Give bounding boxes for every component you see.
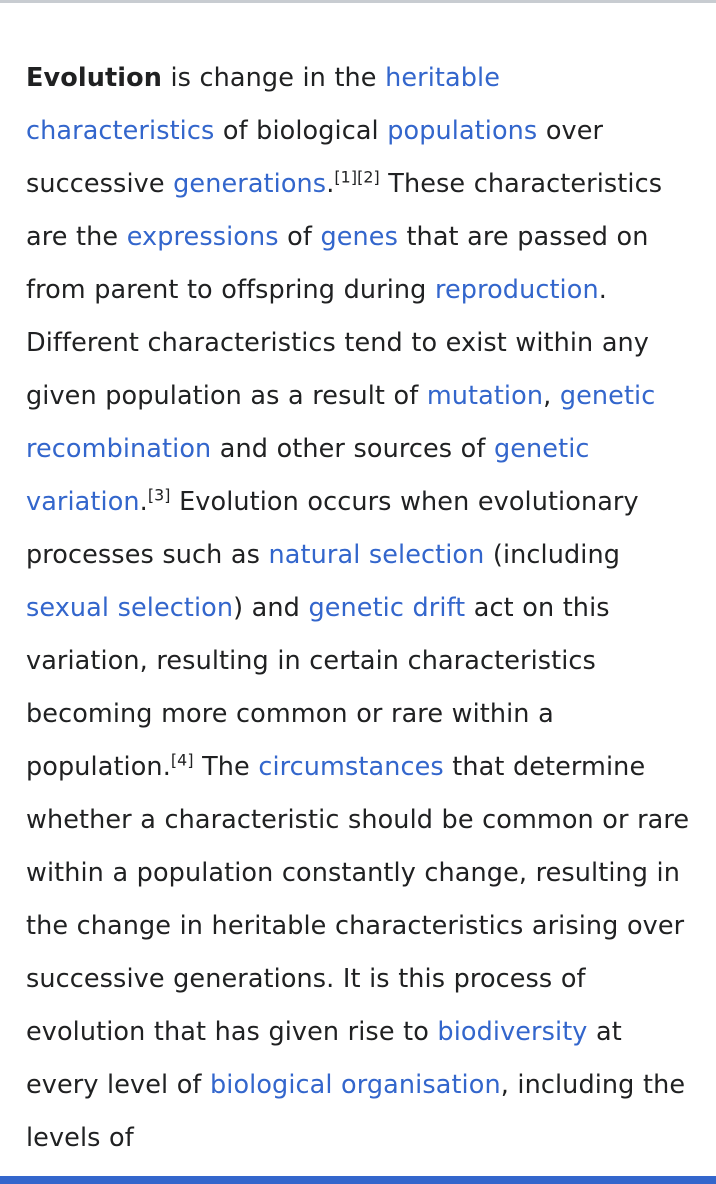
citation-reference[interactable] <box>171 750 194 769</box>
citation-link[interactable]: [2] <box>357 167 380 186</box>
top-divider <box>0 0 716 3</box>
body-text: of <box>278 221 321 252</box>
wiki-link[interactable]: heritable characteristics <box>26 62 501 146</box>
bottom-progress-bar <box>0 1176 716 1184</box>
body-text: of biological <box>214 115 388 146</box>
wiki-link[interactable]: circumstances <box>258 751 444 782</box>
wiki-link[interactable]: mutation <box>426 380 544 411</box>
citation-link[interactable]: [3] <box>147 485 171 504</box>
article-lead-term: Evolution <box>26 62 162 93</box>
body-text: These characteristics are the <box>26 168 663 252</box>
citation-reference[interactable] <box>357 167 380 186</box>
body-text: Evolution occurs when evolutionary processes such as <box>26 486 639 570</box>
wiki-link[interactable]: biodiversity <box>437 1016 588 1047</box>
wiki-link[interactable]: genes <box>320 221 398 252</box>
body-text: that determine whether a characteristic should be common or rare within a population constantly change, resulting in the change in heritable characteristics arising over successive generations. It is this process of evolution that has given rise to <box>26 751 690 1047</box>
wiki-link[interactable]: reproduction <box>434 274 599 305</box>
wiki-link[interactable]: expressions <box>126 221 279 252</box>
citation-link[interactable]: [4] <box>170 750 194 769</box>
body-text: , including the levels of <box>26 1069 686 1153</box>
body-text: . <box>139 486 148 517</box>
wiki-link[interactable]: genetic drift <box>308 592 466 623</box>
wiki-link[interactable]: sexual selection <box>26 592 234 623</box>
body-text: and other sources of <box>211 433 494 464</box>
body-text: . <box>326 168 335 199</box>
body-text: . Different characteristics tend to exist within any given population as a result of <box>26 274 649 411</box>
citation-reference[interactable] <box>334 167 357 186</box>
wiki-link[interactable]: populations <box>387 115 538 146</box>
lead-paragraph <box>26 52 692 1165</box>
body-text: at every level of <box>26 1016 622 1100</box>
body-text: act on this variation, resulting in certain characteristics becoming more common or rare within a population. <box>26 592 610 782</box>
body-text: over successive <box>26 115 604 199</box>
body-text: , <box>543 380 560 411</box>
body-text: is change in the <box>161 62 386 93</box>
wiki-link[interactable]: genetic variation <box>26 433 590 517</box>
wiki-link[interactable]: natural selection <box>268 539 485 570</box>
citation-link[interactable]: [1] <box>334 167 358 186</box>
wiki-link[interactable]: generations <box>173 168 327 199</box>
body-text: (including <box>484 539 620 570</box>
body-text: The <box>193 751 259 782</box>
wiki-link[interactable]: biological organisation <box>209 1069 501 1100</box>
wiki-link[interactable]: genetic recombination <box>26 380 656 464</box>
citation-reference[interactable] <box>148 485 171 504</box>
body-text: ) and <box>233 592 309 623</box>
body-text: that are passed on from parent to offspring during <box>26 221 649 305</box>
